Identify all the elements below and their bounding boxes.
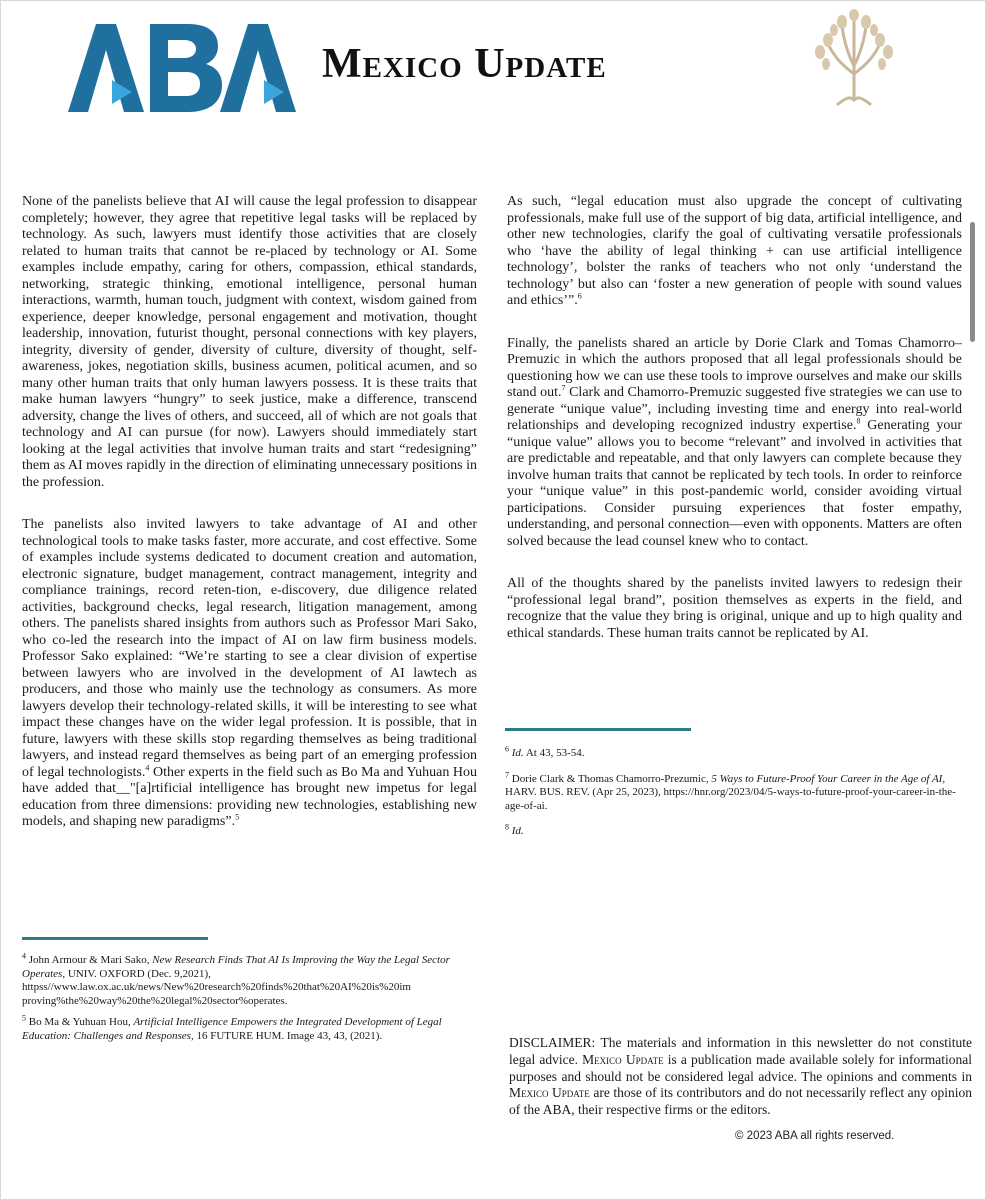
disclaimer-text-2: is a publication made available solely for informational purposes and should not be considered legal advice. The opinions and comments in (509, 1051, 972, 1084)
footnote-7-citation: HARV. BUS. REV. (Apr 25, 2023), https://hnr.org/2023/04/5-ways-to-future-proof-your-career-in-the-age-of-ai. (505, 786, 956, 812)
left-paragraph-2 (22, 517, 477, 831)
right-paragraph-1-text: As such, “legal education must also upgrade the concept of cultivating professionals, make full use of the support of big data, artificial intelligence, and other new technologies, clarify the goal of cultivating versatile professionals who ‘have the ability of legal thinking + can use artificial intelligence technology’, bolster the ranks of teachers who not only ‘understand the technology’ but also can ‘foster a new generation of people with sound values and ethics’”. (507, 194, 962, 308)
footnote-7 (505, 769, 965, 814)
footnote-8-id: Id. (511, 825, 524, 837)
left-column (22, 194, 477, 831)
right-footnotes (505, 728, 965, 839)
right-paragraph-2 (507, 336, 962, 551)
footnote-6-citation: At 43, 53-54. (523, 747, 585, 759)
footnote-divider (505, 728, 691, 731)
left-paragraph-2-text-b: Other experts in the field such as Bo Ma and Yuhuan Hou have added that__"[a]rtificial intelligence has brought new impetus for legal education from three dimensions: providing new technologies, establishing new models, and shaping new paradigms”. (22, 764, 477, 829)
footnote-5-authors: Bo Ma & Yuhuan Hou, (28, 1016, 134, 1028)
footnote-7-mark: 7 (505, 769, 509, 779)
footnote-4-mark: 4 (22, 951, 26, 961)
footnote-ref-5: 5 (235, 812, 240, 822)
disclaimer-brand-1: Mexico Update (582, 1051, 664, 1067)
right-paragraph-1 (507, 194, 962, 310)
footnote-8-mark: 8 (505, 822, 509, 832)
footnote-5-mark: 5 (22, 1013, 26, 1023)
disclaimer-brand-2: Mexico Update (509, 1085, 590, 1101)
footnote-6 (505, 744, 965, 761)
footnote-7-title: 5 Ways to Future-Proof Your Career in the Age of AI, (711, 772, 946, 785)
footnote-4 (22, 951, 472, 1008)
right-paragraph-2-text-a: Finally, the panelists shared an article by Dorie Clark and Tomas Chamorro– Premuzic in which the authors proposed that all legal professionals should be questioning how we can use these tools to improve ourselves and make our skills stand out. (507, 335, 962, 400)
aba-logo (68, 20, 296, 116)
disclaimer-text-3: are those of its contributors and do not necessarily reflect any opinion of the ABA, their respective firms or the editors. (509, 1085, 972, 1118)
tree-emblem-icon (808, 8, 900, 108)
footnote-7-authors: Dorie Clark & Thomas Chamorro-Prezumic, (511, 772, 712, 785)
left-paragraph-2-text-a: The panelists also invited lawyers to take advantage of AI and other technological tools to make tasks faster, more accurate, and cost effective. Some of examples include systems dedicated to document creation and automation, electronic signature, budget management, contract management, integrity and compliance trainings, record reten-tion, e-discovery, due diligence related activities, background checks, legal research, litigation management, among others. The panelists shared insights from authors such as Professor Mari Sako, who co-led the research into the impact of AI on law firm business models. Professor Sako explained: “We’re starting to see a clear division of expertise between lawyers who are involved in the development of AI lawtech as producers, and those who mainly use the technology as consumers. As more lawyers develop their technology-related skills, it will be interesting to see what impact these changes have on the wider legal profession. It is possible, that in future, lawyers with these skills stop regarding themselves as being traditional lawyers, and instead regard themselves as being part of an emerging profession of legal technologists. (22, 517, 477, 780)
scrollbar-thumb[interactable] (970, 222, 975, 342)
left-paragraph-1: None of the panelists believe that AI will cause the legal profession to disappear completely; however, they agree that repetitive legal tasks will be replaced by technology. As such, lawyers must identify those activities that are closely related to human traits that cannot be re-placed by technology or AI. Some examples include empathy, caring for others, compassion, ethical standards, networking, strategic thinking, emotional intelligence, personal human interactions, warmth, human touch, judgment with context, wisdom gained from experience, deeper knowledge, personal engagement and motivation, thought leadership, innovation, futurist thought, personal connections with key players, integrity, diversity of gender, diversity of culture, diversity of thought, self-awareness, jokes, negotiation skills, business acumen, political acumen, and so many other human traits that only human lawyers possess. It is these traits that make human lawyers “hungry” to seek justice, make a difference, transcend adversity, change the lives of others, and succeed, all of which are not goals that technology and AI can pursue (for now). Lawyers should immediately start looking at the legal activities that involve human traits and start “redesigning” them as AI moves rapidly in the direction of eliminating unnecessary positions in the profession. (22, 194, 477, 490)
footnote-4-citation: UNIV. OXFORD (Dec. 9,2021), httpss//www.law.ox.ac.uk/news/New%20research%20finds%20that%20AI%20is%20im proving%the%20way%20the%20legal%20sector%operates. (22, 967, 411, 1007)
footnote-5 (22, 1013, 472, 1043)
right-column (507, 194, 962, 642)
masthead-title: Mexico Update (322, 41, 607, 87)
footnote-ref-6: 6 (577, 291, 582, 301)
copyright: © 2023 ABA all rights reserved. (735, 1130, 895, 1142)
footnote-ref-4: 4 (145, 762, 150, 772)
disclaimer-text-1: DISCLAIMER: The materials and information in this newsletter do not constitute legal advice. (509, 1035, 972, 1067)
footnote-5-citation: 16 FUTURE HUM. Image 43, 43, (2021). (193, 1029, 383, 1042)
footnote-5-title: Artificial Intelligence Empowers the Integrated Development of Legal Education: Challenges and Responses, (22, 1016, 442, 1042)
footnote-divider (22, 937, 208, 940)
footnote-ref-8: 8 (856, 416, 861, 426)
footnote-4-title: New Research Finds That AI Is Improving the Way the Legal Sector Operates, (22, 954, 450, 980)
footnote-6-mark: 6 (505, 744, 509, 754)
right-paragraph-3: All of the thoughts shared by the panelists invited lawyers to redesign their “professional legal brand”, position themselves as experts in the field, and recognize that the value they bring is original, unique and up to high quality and ethical standards. These human traits cannot be replicated by AI. (507, 576, 962, 641)
footnote-6-id: Id. (511, 747, 524, 759)
footnote-ref-7: 7 (561, 383, 566, 393)
footnote-4-authors: John Armour & Mari Sako, (28, 954, 153, 966)
right-paragraph-2-text-b: Clark and Chamorro-Premuzic suggested five strategies we can use to generate “unique value”, including investing time and energy into real-world relationships and developing recognized industry expertise. (507, 385, 962, 433)
footnote-8 (505, 822, 965, 839)
disclaimer (509, 1035, 972, 1119)
right-paragraph-2-text-c: Generating your “unique value” allows you to become “relevant” and involved in activities that are predictable and repeatable, and that only lawyers can complete because they involve human traits that cannot be replicated by tech tools. In order to reinforce your “unique value” in this post-pandemic world, consider avoiding virtual participations. Consider pursuing experiences that foster empathy, understanding, and personal connection—even with opponents. Matters are often solved because the lead counsel knew who to contact. (507, 418, 962, 549)
left-footnotes (22, 937, 472, 1043)
